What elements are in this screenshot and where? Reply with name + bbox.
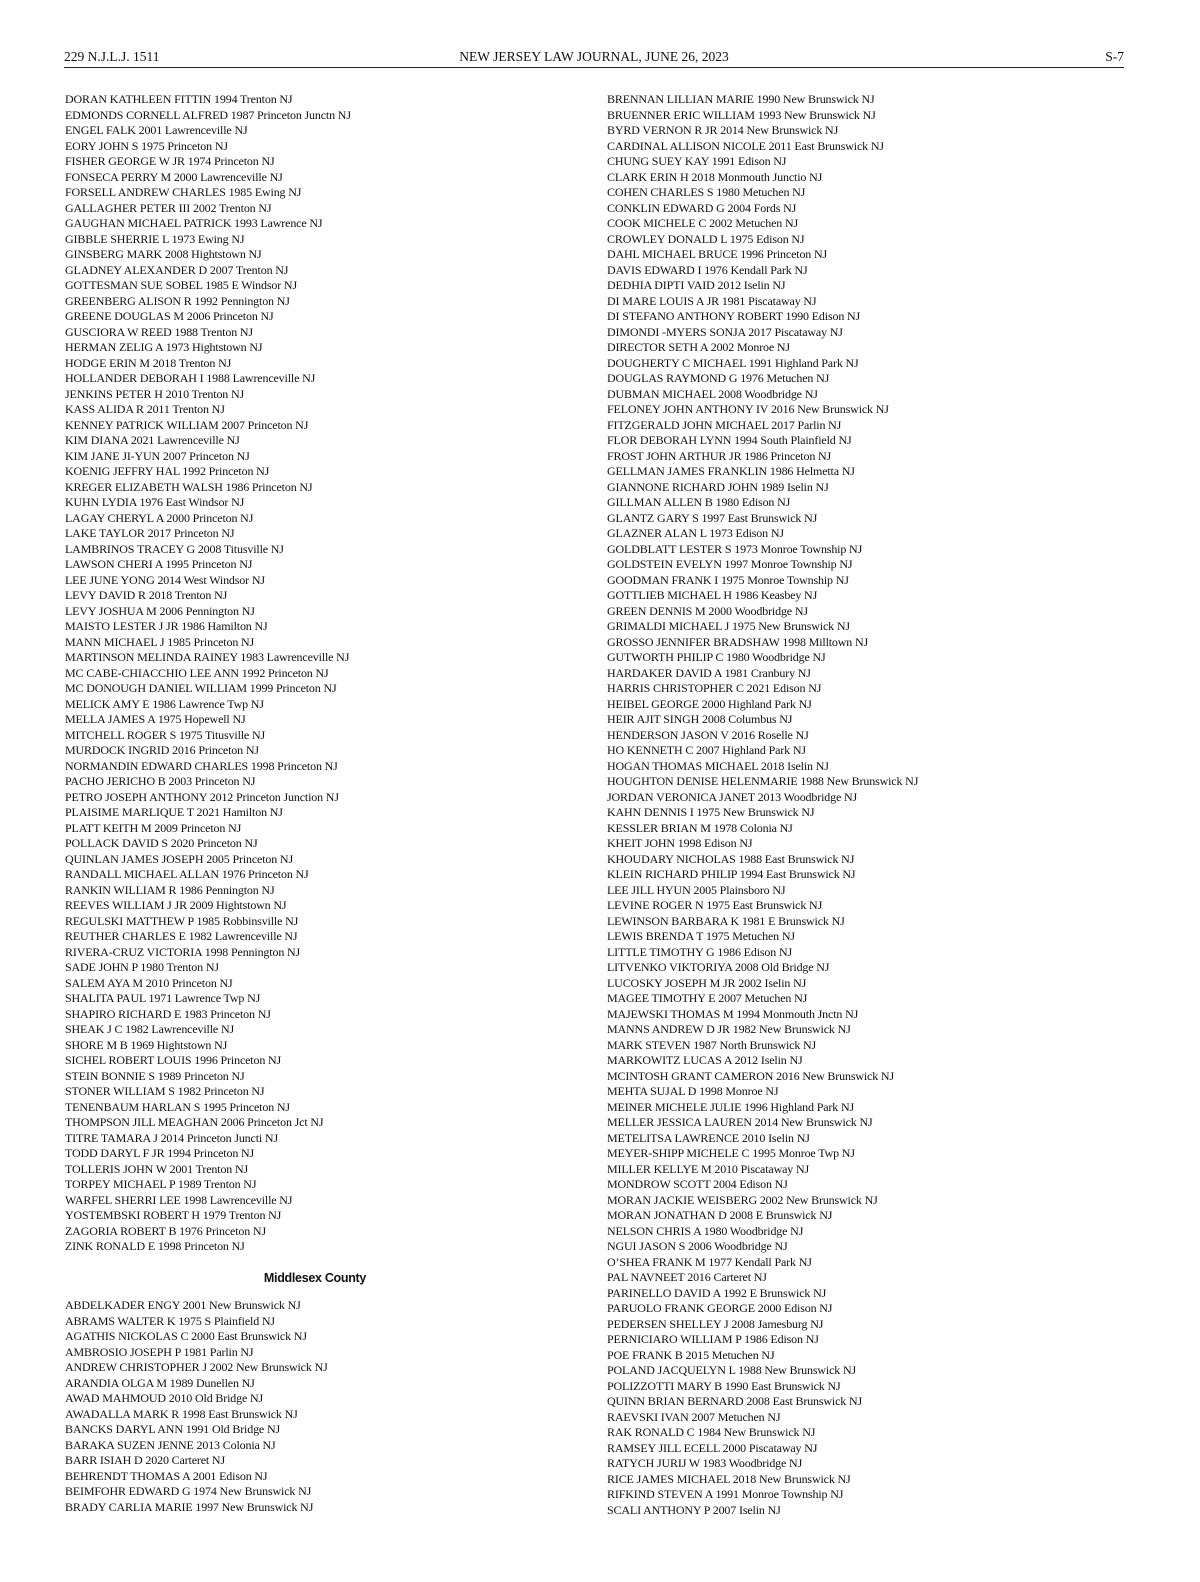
attorney-entry: SHALITA PAUL 1971 Lawrence Twp NJ [65, 991, 261, 1005]
attorney-entry: FISHER GEORGE W JR 1974 Princeton NJ [65, 154, 275, 168]
attorney-entry: LITTLE TIMOTHY G 1986 Edison NJ [607, 944, 792, 959]
header-citation: 229 N.J.L.J. 1511 [64, 49, 160, 64]
attorney-entry: SICHEL ROBERT LOUIS 1996 Princeton NJ [65, 1053, 282, 1067]
attorney-entry: MEYER-SHIPP MICHELE C 1995 Monroe Twp NJ [607, 1146, 855, 1160]
attorney-entry: FORSELL ANDREW CHARLES 1985 Ewing NJ [65, 185, 302, 199]
attorney-entry: HOUGHTON DENISE HELENMARIE 1988 New Brunswick NJ [607, 774, 919, 788]
attorney-entry: RAMSEY JILL ECELL 2000 Piscataway NJ [607, 1440, 818, 1455]
attorney-entry: RIFKIND STEVEN A 1991 Monroe Township NJ [607, 1487, 844, 1501]
attorney-entry: SCALI ANTHONY P 2007 Iselin NJ [607, 1502, 781, 1517]
attorney-entry: SHAPIRO RICHARD E 1983 Princeton NJ [65, 1006, 271, 1021]
attorney-entry: MC CABE-CHIACCHIO LEE ANN 1992 Princeton NJ [65, 665, 329, 680]
attorney-entry: ZINK RONALD E 1998 Princeton NJ [65, 1239, 245, 1253]
attorney-entry: GOLDSTEIN EVELYN 1997 Monroe Township NJ [607, 557, 853, 571]
attorney-entry: MANN MICHAEL J 1985 Princeton NJ [65, 634, 255, 649]
attorney-entry: MELLA JAMES A 1975 Hopewell NJ [65, 712, 246, 726]
attorney-entry: PETRO JOSEPH ANTHONY 2012 Princeton Junction NJ [65, 789, 339, 804]
attorney-entry: TITRE TAMARA J 2014 Princeton Juncti NJ [65, 1130, 278, 1145]
attorney-entry: MEINER MICHELE JULIE 1996 Highland Park NJ [607, 1099, 855, 1114]
attorney-entry: MEHTA SUJAL D 1998 Monroe NJ [607, 1084, 779, 1098]
attorney-entry: LUCOSKY JOSEPH M JR 2002 Iselin NJ [607, 975, 807, 990]
attorney-entry: KHOUDARY NICHOLAS 1988 East Brunswick NJ [607, 851, 855, 866]
attorney-entry: RIVERA-CRUZ VICTORIA 1998 Pennington NJ [65, 944, 301, 959]
attorney-entry: LEVY DAVID R 2018 Trenton NJ [65, 588, 228, 602]
attorney-entry: HO KENNETH C 2007 Highland Park NJ [607, 743, 806, 757]
attorney-entry: PLAISIME MARLIQUE T 2021 Hamilton NJ [65, 805, 283, 819]
attorney-entry: BRENNAN LILLIAN MARIE 1990 New Brunswick NJ [607, 92, 875, 106]
attorney-entry: GIBBLE SHERRIE L 1973 Ewing NJ [65, 231, 245, 246]
attorney-entry: DIRECTOR SETH A 2002 Monroe NJ [607, 340, 790, 354]
attorney-entry: MC DONOUGH DANIEL WILLIAM 1999 Princeton NJ [65, 681, 337, 695]
attorney-entry: HARDAKER DAVID A 1981 Cranbury NJ [607, 665, 811, 680]
attorney-entry: SHORE M B 1969 Hightstown NJ [65, 1037, 228, 1052]
attorney-entry: HARRIS CHRISTOPHER C 2021 Edison NJ [607, 681, 822, 695]
attorney-entry: DUBMAN MICHAEL 2008 Woodbridge NJ [607, 386, 818, 401]
attorney-entry: KOENIG JEFFRY HAL 1992 Princeton NJ [65, 464, 270, 478]
attorney-entry: GREENE DOUGLAS M 2006 Princeton NJ [65, 309, 274, 323]
attorney-entry: FONSECA PERRY M 2000 Lawrenceville NJ [65, 169, 283, 184]
attorney-entry: POLIZZOTTI MARY B 1990 East Brunswick NJ [607, 1378, 841, 1393]
attorney-entry: LAKE TAYLOR 2017 Princeton NJ [65, 526, 235, 540]
attorney-entry: REUTHER CHARLES E 1982 Lawrenceville NJ [65, 929, 298, 943]
attorney-entry: GIANNONE RICHARD JOHN 1989 Iselin NJ [607, 479, 829, 494]
attorney-entry: KLEIN RICHARD PHILIP 1994 East Brunswick NJ [607, 867, 856, 881]
attorney-entry: CARDINAL ALLISON NICOLE 2011 East Brunswick NJ [607, 138, 884, 153]
attorney-entry: KIM JANE JI-YUN 2007 Princeton NJ [65, 448, 250, 463]
attorney-entry: MAGEE TIMOTHY E 2007 Metuchen NJ [607, 991, 808, 1005]
attorney-entry: ABDELKADER ENGY 2001 New Brunswick NJ [65, 1298, 301, 1312]
attorney-list-continued [65, 92, 565, 1255]
header-page-number: S-7 [1105, 49, 1124, 64]
attorney-entry: GUSCIORA W REED 1988 Trenton NJ [65, 324, 253, 339]
attorney-entry: LEVINE ROGER N 1975 East Brunswick NJ [607, 898, 823, 912]
attorney-entry: BRADY CARLIA MARIE 1997 New Brunswick NJ [65, 1499, 314, 1514]
attorney-entry: METELITSA LAWRENCE 2010 Iselin NJ [607, 1130, 810, 1145]
attorney-entry: PEDERSEN SHELLEY J 2008 Jamesburg NJ [607, 1316, 824, 1331]
attorney-list-middlesex-continued [607, 92, 1127, 1518]
attorney-entry: COHEN CHARLES S 1980 Metuchen NJ [607, 185, 806, 199]
attorney-entry: GAUGHAN MICHAEL PATRICK 1993 Lawrence NJ [65, 216, 323, 230]
attorney-entry: MELLER JESSICA LAUREN 2014 New Brunswick NJ [607, 1115, 873, 1129]
attorney-entry: MAISTO LESTER J JR 1986 Hamilton NJ [65, 619, 268, 633]
attorney-entry: GREEN DENNIS M 2000 Woodbridge NJ [607, 603, 808, 618]
attorney-entry: LEWIS BRENDA T 1975 Metuchen NJ [607, 929, 795, 943]
attorney-entry: YOSTEMBSKI ROBERT H 1979 Trenton NJ [65, 1208, 282, 1222]
attorney-entry: TORPEY MICHAEL P 1989 Trenton NJ [65, 1177, 257, 1191]
attorney-entry: CROWLEY DONALD L 1975 Edison NJ [607, 231, 805, 246]
county-heading: Middlesex County [263, 1270, 367, 1285]
attorney-entry: KREGER ELIZABETH WALSH 1986 Princeton NJ [65, 479, 313, 494]
page-header [64, 49, 1124, 68]
attorney-entry: NGUI JASON S 2006 Woodbridge NJ [607, 1239, 788, 1253]
attorney-entry: DIMONDI -MYERS SONJA 2017 Piscataway NJ [607, 324, 843, 339]
attorney-entry: BANCKS DARYL ANN 1991 Old Bridge NJ [65, 1422, 280, 1436]
attorney-entry: LITVENKO VIKTORIYA 2008 Old Bridge NJ [607, 960, 830, 974]
attorney-entry: HENDERSON JASON V 2016 Roselle NJ [607, 727, 809, 742]
attorney-entry: MONDROW SCOTT 2004 Edison NJ [607, 1177, 788, 1191]
attorney-entry: KENNEY PATRICK WILLIAM 2007 Princeton NJ [65, 417, 309, 432]
attorney-entry: MELICK AMY E 1986 Lawrence Twp NJ [65, 696, 264, 711]
attorney-entry: RATYCH JURIJ W 1983 Woodbridge NJ [607, 1456, 803, 1470]
attorney-entry: SALEM AYA M 2010 Princeton NJ [65, 975, 233, 990]
attorney-entry: AWAD MAHMOUD 2010 Old Bridge NJ [65, 1391, 264, 1405]
attorney-entry: LAMBRINOS TRACEY G 2008 Titusville NJ [65, 541, 284, 556]
attorney-entry: GLADNEY ALEXANDER D 2007 Trenton NJ [65, 262, 289, 277]
attorney-entry: JENKINS PETER H 2010 Trenton NJ [65, 386, 245, 401]
attorney-entry: MURDOCK INGRID 2016 Princeton NJ [65, 743, 259, 757]
attorney-entry: TENENBAUM HARLAN S 1995 Princeton NJ [65, 1099, 290, 1114]
attorney-entry: HOLLANDER DEBORAH I 1988 Lawrenceville NJ [65, 371, 316, 385]
attorney-entry: PARUOLO FRANK GEORGE 2000 Edison NJ [607, 1301, 833, 1315]
attorney-entry: GLANTZ GARY S 1997 East Brunswick NJ [607, 510, 818, 525]
attorney-entry: CLARK ERIN H 2018 Monmouth Junctio NJ [607, 169, 823, 184]
attorney-entry: POLLACK DAVID S 2020 Princeton NJ [65, 836, 258, 850]
attorney-entry: FLOR DEBORAH LYNN 1994 South Plainfield NJ [607, 433, 852, 447]
attorney-entry: GROSSO JENNIFER BRADSHAW 1998 Milltown NJ [607, 634, 869, 649]
attorney-entry: ANDREW CHRISTOPHER J 2002 New Brunswick NJ [65, 1360, 328, 1374]
attorney-entry: GILLMAN ALLEN B 1980 Edison NJ [607, 495, 791, 509]
attorney-entry: GLAZNER ALAN L 1973 Edison NJ [607, 526, 784, 540]
attorney-entry: MILLER KELLYE M 2010 Piscataway NJ [607, 1161, 809, 1176]
attorney-entry: COOK MICHELE C 2002 Metuchen NJ [607, 216, 799, 230]
attorney-entry: BARR ISIAH D 2020 Carteret NJ [65, 1453, 225, 1467]
attorney-entry: GOLDBLATT LESTER S 1973 Monroe Township NJ [607, 541, 863, 556]
attorney-entry: LEWINSON BARBARA K 1981 E Brunswick NJ [607, 913, 845, 928]
attorney-entry: CHUNG SUEY KAY 1991 Edison NJ [607, 154, 787, 168]
attorney-list-middlesex [65, 1298, 565, 1515]
attorney-entry: EDMONDS CORNELL ALFRED 1987 Princeton Junctn NJ [65, 107, 351, 122]
attorney-entry: SADE JOHN P 1980 Trenton NJ [65, 960, 219, 974]
attorney-entry: BARAKA SUZEN JENNE 2013 Colonia NJ [65, 1437, 276, 1452]
attorney-entry: KAHN DENNIS I 1975 New Brunswick NJ [607, 805, 815, 819]
attorney-entry: GINSBERG MARK 2008 Hightstown NJ [65, 247, 262, 261]
attorney-entry: DEDHIA DIPTI VAID 2012 Iselin NJ [607, 278, 786, 292]
attorney-entry: PACHO JERICHO B 2003 Princeton NJ [65, 774, 256, 788]
attorney-entry: O’SHEA FRANK M 1977 Kendall Park NJ [607, 1254, 812, 1269]
attorney-entry: PAL NAVNEET 2016 Carteret NJ [607, 1270, 767, 1284]
attorney-entry: QUINN BRIAN BERNARD 2008 East Brunswick NJ [607, 1394, 863, 1408]
attorney-entry: POE FRANK B 2015 Metuchen NJ [607, 1347, 775, 1362]
attorney-entry: FELONEY JOHN ANTHONY IV 2016 New Brunswick NJ [607, 402, 889, 416]
attorney-entry: RANKIN WILLIAM R 1986 Pennington NJ [65, 882, 275, 897]
attorney-entry: NELSON CHRIS A 1980 Woodbridge NJ [607, 1223, 804, 1238]
attorney-entry: STEIN BONNIE S 1989 Princeton NJ [65, 1068, 245, 1083]
attorney-entry: MITCHELL ROGER S 1975 Titusville NJ [65, 727, 265, 742]
attorney-entry: KESSLER BRIAN M 1978 Colonia NJ [607, 820, 793, 835]
attorney-entry: REGULSKI MATTHEW P 1985 Robbinsville NJ [65, 913, 299, 928]
attorney-entry: STONER WILLIAM S 1982 Princeton NJ [65, 1084, 265, 1098]
attorney-entry: KHEIT JOHN 1998 Edison NJ [607, 836, 753, 850]
attorney-entry: LEVY JOSHUA M 2006 Pennington NJ [65, 603, 255, 618]
attorney-entry: QUINLAN JAMES JOSEPH 2005 Princeton NJ [65, 851, 293, 866]
attorney-entry: LAGAY CHERYL A 2000 Princeton NJ [65, 510, 254, 525]
attorney-entry: HEIR AJIT SINGH 2008 Columbus NJ [607, 712, 793, 726]
attorney-entry: MCINTOSH GRANT CAMERON 2016 New Brunswick NJ [607, 1068, 894, 1083]
attorney-entry: DI MARE LOUIS A JR 1981 Piscataway NJ [607, 293, 817, 308]
attorney-entry: AWADALLA MARK R 1998 East Brunswick NJ [65, 1406, 298, 1421]
attorney-entry: GUTWORTH PHILIP C 1980 Woodbridge NJ [607, 650, 826, 664]
attorney-entry: BRUENNER ERIC WILLIAM 1993 New Brunswick NJ [607, 107, 876, 122]
attorney-entry: LEE JILL HYUN 2005 Plainsboro NJ [607, 882, 786, 897]
attorney-entry: GREENBERG ALISON R 1992 Pennington NJ [65, 293, 290, 308]
attorney-entry: TODD DARYL F JR 1994 Princeton NJ [65, 1146, 255, 1160]
attorney-entry: GOTTLIEB MICHAEL H 1986 Keasbey NJ [607, 588, 818, 602]
attorney-entry: FITZGERALD JOHN MICHAEL 2017 Parlin NJ [607, 417, 842, 432]
attorney-entry: DAVIS EDWARD I 1976 Kendall Park NJ [607, 262, 808, 277]
attorney-entry: PLATT KEITH M 2009 Princeton NJ [65, 820, 242, 835]
attorney-entry: BEIMFOHR EDWARD G 1974 New Brunswick NJ [65, 1484, 312, 1498]
header-publication: NEW JERSEY LAW JOURNAL, JUNE 26, 2023 [459, 49, 729, 64]
attorney-entry: MAJEWSKI THOMAS M 1994 Monmouth Jnctn NJ [607, 1006, 859, 1021]
attorney-entry: BYRD VERNON R JR 2014 New Brunswick NJ [607, 123, 839, 137]
attorney-entry: THOMPSON JILL MEAGHAN 2006 Princeton Jct NJ [65, 1115, 324, 1129]
attorney-entry: GRIMALDI MICHAEL J 1975 New Brunswick NJ [607, 619, 850, 633]
attorney-entry: HERMAN ZELIG A 1973 Hightstown NJ [65, 340, 263, 354]
attorney-entry: REEVES WILLIAM J JR 2009 Hightstown NJ [65, 898, 287, 912]
attorney-entry: DORAN KATHLEEN FITTIN 1994 Trenton NJ [65, 92, 293, 106]
attorney-entry: ARANDIA OLGA M 1989 Dunellen NJ [65, 1375, 255, 1390]
attorney-entry: BEHRENDT THOMAS A 2001 Edison NJ [65, 1468, 268, 1483]
attorney-entry: MARK STEVEN 1987 North Brunswick NJ [607, 1037, 817, 1052]
attorney-entry: ZAGORIA ROBERT B 1976 Princeton NJ [65, 1223, 266, 1238]
attorney-entry: PARINELLO DAVID A 1992 E Brunswick NJ [607, 1285, 827, 1300]
attorney-entry: KUHN LYDIA 1976 East Windsor NJ [65, 495, 245, 509]
attorney-entry: JORDAN VERONICA JANET 2013 Woodbridge NJ [607, 789, 858, 804]
attorney-entry: GELLMAN JAMES FRANKLIN 1986 Helmetta NJ [607, 464, 855, 478]
attorney-entry: MARKOWITZ LUCAS A 2012 Iselin NJ [607, 1053, 803, 1067]
attorney-entry: GOTTESMAN SUE SOBEL 1985 E Windsor NJ [65, 278, 297, 292]
attorney-entry: WARFEL SHERRI LEE 1998 Lawrenceville NJ [65, 1192, 293, 1207]
attorney-entry: KIM DIANA 2021 Lawrenceville NJ [65, 433, 240, 447]
attorney-entry: RAEVSKI IVAN 2007 Metuchen NJ [607, 1409, 781, 1424]
attorney-entry: MORAN JONATHAN D 2008 E Brunswick NJ [607, 1208, 833, 1222]
attorney-entry: DOUGHERTY C MICHAEL 1991 Highland Park NJ [607, 355, 859, 370]
attorney-entry: TOLLERIS JOHN W 2001 Trenton NJ [65, 1161, 249, 1176]
attorney-entry: LAWSON CHERI A 1995 Princeton NJ [65, 557, 253, 571]
attorney-entry: HODGE ERIN M 2018 Trenton NJ [65, 355, 232, 370]
attorney-entry: DAHL MICHAEL BRUCE 1996 Princeton NJ [607, 247, 828, 261]
attorney-entry: MORAN JACKIE WEISBERG 2002 New Brunswick NJ [607, 1192, 878, 1207]
attorney-entry: DOUGLAS RAYMOND G 1976 Metuchen NJ [607, 371, 830, 385]
attorney-entry: RAK RONALD C 1984 New Brunswick NJ [607, 1425, 816, 1439]
left-column [65, 92, 565, 1515]
attorney-entry: MANNS ANDREW D JR 1982 New Brunswick NJ [607, 1022, 851, 1036]
attorney-entry: AMBROSIO JOSEPH P 1981 Parlin NJ [65, 1344, 254, 1359]
attorney-entry: PERNICIARO WILLIAM P 1986 Edison NJ [607, 1332, 819, 1346]
attorney-entry: FROST JOHN ARTHUR JR 1986 Princeton NJ [607, 448, 832, 463]
attorney-entry: HEIBEL GEORGE 2000 Highland Park NJ [607, 696, 812, 711]
attorney-entry: DI STEFANO ANTHONY ROBERT 1990 Edison NJ [607, 309, 861, 323]
attorney-entry: GALLAGHER PETER III 2002 Trenton NJ [65, 200, 272, 215]
attorney-entry: GOODMAN FRANK I 1975 Monroe Township NJ [607, 572, 849, 587]
attorney-entry: EORY JOHN S 1975 Princeton NJ [65, 138, 228, 153]
attorney-entry: CONKLIN EDWARD G 2004 Fords NJ [607, 200, 797, 215]
attorney-entry: AGATHIS NICKOLAS C 2000 East Brunswick NJ [65, 1329, 307, 1343]
attorney-entry: ENGEL FALK 2001 Lawrenceville NJ [65, 123, 248, 137]
attorney-entry: RANDALL MICHAEL ALLAN 1976 Princeton NJ [65, 867, 309, 881]
attorney-entry: SHEAK J C 1982 Lawrenceville NJ [65, 1022, 234, 1036]
attorney-entry: POLAND JACQUELYN L 1988 New Brunswick NJ [607, 1363, 857, 1377]
attorney-entry: HOGAN THOMAS MICHAEL 2018 Iselin NJ [607, 758, 829, 773]
attorney-entry: LEE JUNE YONG 2014 West Windsor NJ [65, 572, 265, 587]
attorney-entry: ABRAMS WALTER K 1975 S Plainfield NJ [65, 1313, 275, 1328]
right-column [607, 92, 1127, 1518]
attorney-entry: NORMANDIN EDWARD CHARLES 1998 Princeton NJ [65, 758, 338, 773]
attorney-entry: MARTINSON MELINDA RAINEY 1983 Lawrenceville NJ [65, 650, 350, 664]
attorney-entry: KASS ALIDA R 2011 Trenton NJ [65, 402, 225, 416]
attorney-entry: RICE JAMES MICHAEL 2018 New Brunswick NJ [607, 1471, 851, 1486]
